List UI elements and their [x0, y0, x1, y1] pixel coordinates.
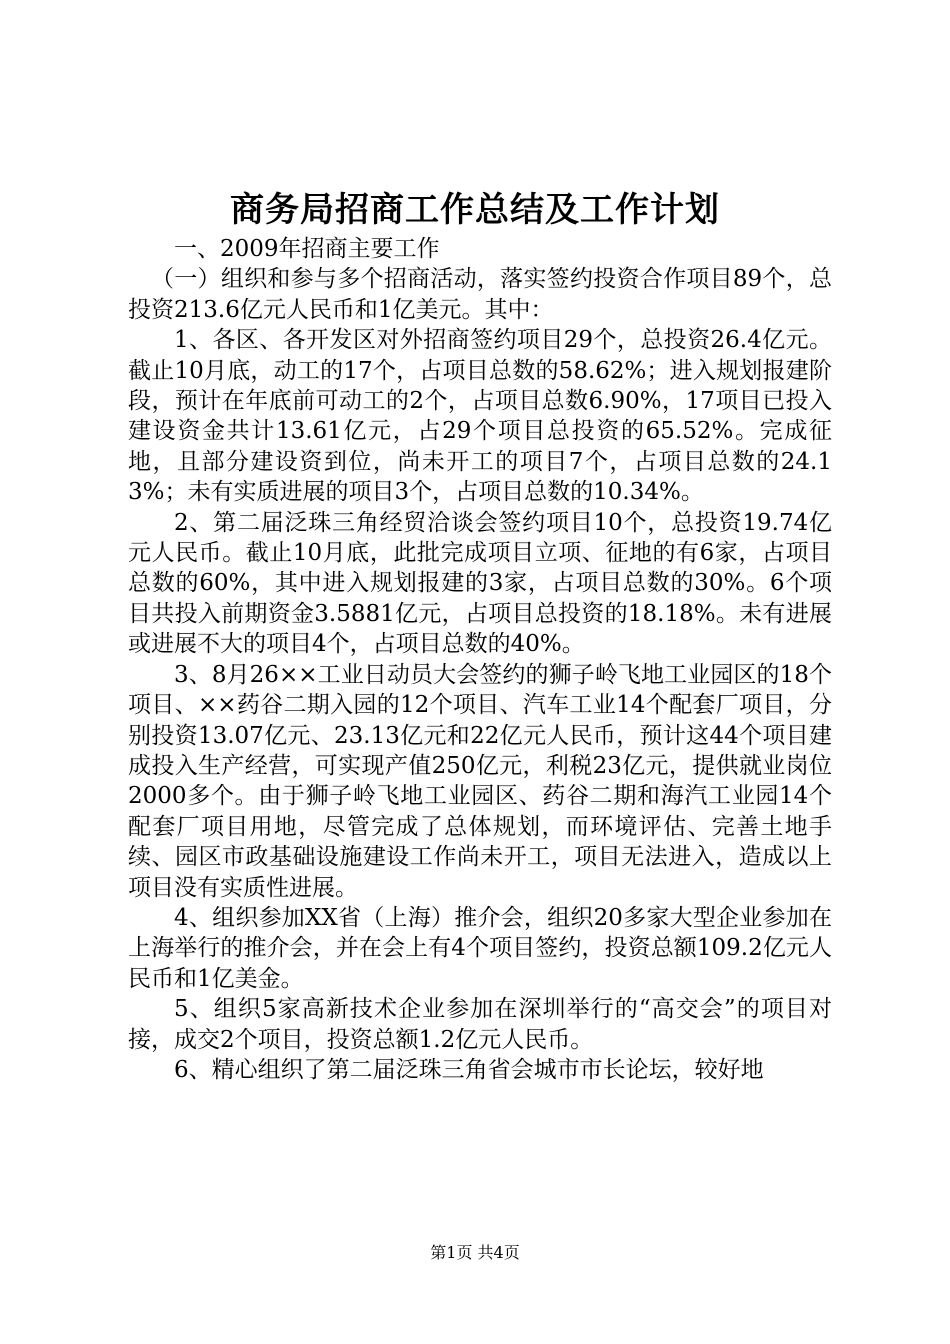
section-heading: 一、2009年招商主要工作: [174, 236, 440, 262]
paragraph: 3、8月26××工业日动员大会签约的狮子岭飞地工业园区的18个项目、××药谷二期入园的12个项目、汽车工业14个配套厂项目，分别投资13.07亿元、23.13亿元和22亿元人民币，预计这44个项目建成投入生产经营，可实现产值250亿元，利税23亿元，提供就业岗位2000多个。由于狮子岭飞地工业园区、药谷二期和海汽工业园14个配套厂项目用地，尽管完成了总体规划，而环境评估、完善土地手续、园区市政基础设施建设工作尚未开工，项目无法进入，造成以上项目没有实质性进展。: [128, 661, 832, 901]
paragraph: 1、各区、各开发区对外招商签约项目29个，总投资26.4亿元。截止10月底，动工的17个，占项目总数的58.62%；进入规划报建阶段，预计在年底前可动工的2个，占项目总数6.90%，17项目已投入建设资金共计13.61亿元，占29个项目总投资的65.52%。完成征地，且部分建设资到位，尚未开工的项目7个，占项目总数的24.13%；未有实质进展的项目3个，占项目总数的10.34%。: [128, 327, 832, 506]
paragraph: 2、第二届泛珠三角经贸洽谈会签约项目10个，总投资19.74亿元人民币。截止10月底，此批完成项目立项、征地的有6家，占项目总数的60%，其中进入规划报建的3家，占项目总数的30%。6个项目共投入前期资金3.5881亿元，占项目总投资的18.18%。未有进展或进展不大的项目4个，占项目总数的40%。: [128, 509, 832, 658]
paragraph: 5、组织5家高新技术企业参加在深圳举行的“高交会”的项目对接，成交2个项目，投资总额1.2亿元人民币。: [128, 996, 832, 1053]
paragraph: （一）组织和参与多个招商活动，落实签约投资合作项目89个，总投资213.6亿元人民币和1亿美元。其中：: [128, 266, 832, 323]
paragraph: 4、组织参加XX省（上海）推介会，组织20多家大型企业参加在上海举行的推介会，并在会上有4个项目签约，投资总额109.2亿元人民币和1亿美金。: [128, 904, 832, 992]
document-body: [128, 234, 832, 1085]
paragraph: 6、精心组织了第二届泛珠三角省会城市市长论坛，较好地: [174, 1056, 764, 1083]
page-footer: 第1页 共4页: [430, 1243, 520, 1262]
document-title: 商务局招商工作总结及工作计划: [230, 190, 720, 230]
